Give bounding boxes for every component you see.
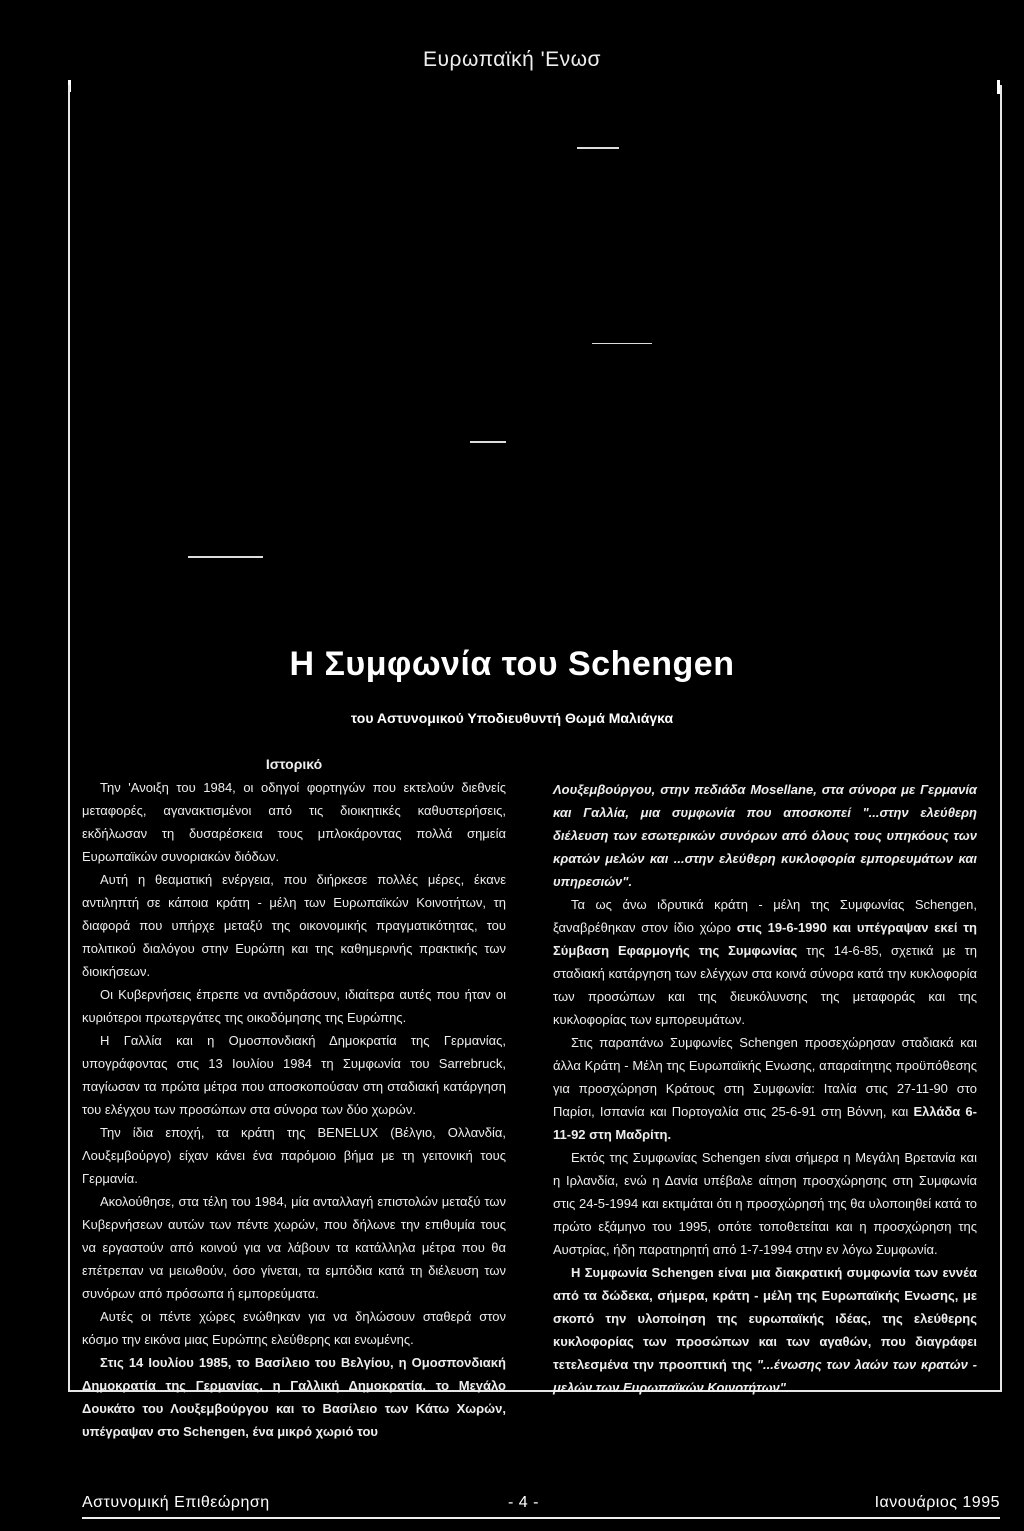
decorative-rule [592,343,652,344]
article-byline: του Αστυνομικού Υποδιευθυντή Θωμά Μαλιάγκα [350,710,674,726]
decorative-rule [577,147,619,149]
text-bold: Η Συμφωνία Schengen είναι μια διακρατική συμφωνία των εννέα από τα δώδεκα, σήμερα, κράτη - μέλη της Ευρωπαϊκής Ενωσης, με σκοπό την υλοποίηση της ευρωπαϊκής ιδέας, της ελεύθερης κυκλοφορίας των προσώπων και των αγαθών, που διαγράφει τετελεσμένα την προοπτική της [553,1265,977,1372]
right-column [553,778,977,1399]
paragraph: Αυτές οι πέντε χώρες ενώθηκαν για να δηλώσουν σταθερά στον κόσμο την εικόνα μιας Ευρώπης ελεύθερης και ενωμένης. [82,1309,506,1347]
footer-rule [82,1517,1000,1519]
paragraph: Οι Κυβερνήσεις έπρεπε να αντιδράσουν, ιδιαίτερα αυτές που ήταν οι κυριότεροι πρωτεργάτες της οικοδόμησης της Ευρώπης. [82,987,506,1025]
article-title: Η Συμφωνία του Schengen [289,645,735,683]
quote: "...ένωσης των λαών των κρατών - μελών των Ευρωπαϊκών Κοινοτήτων". [553,1357,977,1395]
paragraph: Ακολούθησε, στα τέλη του 1984, μία ανταλλαγή επιστολών μεταξύ των Κυβερνήσεων αυτών των πέντε χωρών, που δήλωνε την επιθυμία τους να εργαστούν από κοινού για να λάβουν τα κατάλληλα μέτρα που θα επέτρεπαν να μειωθούν, όσο γίνεται, τα εμπόδια κατά τη διέλευση των συνόρων από πρόσωπα ή εμπορεύματα. [82,1194,506,1301]
paragraph-bold: Στις 14 Ιουλίου 1985, το Βασίλειο του Βελγίου, η Ομοσπονδιακή Δημοκρατία της Γερμανίας, η Γαλλική Δημοκρατία, το Μεγάλο Δουκάτο του Λουξεμβούργου και το Βασίλειο των Κάτω Χωρών, υπέγραψαν στο Schengen, ένα μικρό χωριό του [82,1355,506,1439]
quote: "...στην ελεύθερη διέλευση των εσωτερικών συνόρων από όλους τους υπηκόους των κρατών μελών και ...στην ελεύθερη κυκλοφορία εμπορευμάτων και υπηρεσιών". [553,805,977,889]
text-bold: Ελλάδα 6-11-92 στη Μαδρίτη. [553,1104,977,1142]
footer-page-number: - 4 - [508,1494,539,1511]
paragraph: Αυτή η θεαματική ενέργεια, που διήρκεσε πολλές μέρες, έκανε αντιληπτή σε κάποια κράτη - μέλη των Ευρωπαϊκών Κοινοτήτων, τη διαφορά που υπήρχε μεταξύ της οικονομικής πραγματικότητας, του πολιτικού διαλόγου στην Ευρώπη και της καθημερινής πρακτικής των διοικήσεων. [82,872,506,979]
text: Στις παραπάνω Συμφωνίες Schengen προσεχώρησαν σταδιακά και άλλα Κράτη - Μέλη της Ευρωπαϊκής Ενωσης, απαραίτητης προϋπόθεσης για προσχώρηση Κράτους στη Συμφωνία: Ιταλία στις 27-11-90 στο Παρίσι, Ισπανία και Πορτογαλία στις 25-6-91 στη Βόννη, και [553,1035,977,1119]
text-bold: Λουξεμβούργου, στην πεδιάδα Mosellane, στα σύνορα με Γερμανία και Γαλλία, μια συμφωνία που αποσκοπεί [553,782,977,820]
paragraph: Την ίδια εποχή, τα κράτη της BENELUX (Βέλγιο, Ολλανδία, Λουξεμβούργο) είχαν κάνει ένα παρόμοιο βήμα με τη γειτονική τους Γερμανία. [82,1125,506,1186]
text: Τα ως άνω ιδρυτικά κράτη - μέλη της Συμφωνίας Schengen, ξαναβρέθηκαν στον ίδιο χώρο [553,897,977,935]
paragraph: Εκτός της Συμφωνίας Schengen είναι σήμερα η Μεγάλη Βρετανία και η Ιρλανδία, ενώ η Δανία υπέβαλε αίτηση προσχώρησης στη Συμφωνία στις 24-5-1994 και εκτιμάται ότι η προσχώρησή της θα υλοποιηθεί κατά το πρώτο εξάμηνο του 1995, οπότε τοποθετείται και η προσχώρηση της Αυστρίας, ήδη παρατηρητή από 1-7-1994 στην εν λόγω Συμφωνία. [553,1150,977,1257]
paragraph: Η Γαλλία και η Ομοσπονδιακή Δημοκρατία της Γερμανίας, υπογράφοντας στις 13 Ιουλίου 1984 τη Συμφωνία του Sarrebruck, παγίωσαν τα πρώτα μέτρα που αποσκοπούσαν στη σταδιακή κατάργηση του ελέγχου των προσώπων στα σύνορα των δύο χωρών. [82,1033,506,1117]
footer-publication: Αστυνομική Επιθεώρηση [82,1494,270,1511]
section-subhead: Ιστορικό [265,756,323,772]
decorative-rule [188,556,263,558]
paragraph [553,1261,977,1399]
footer-date: Ιανουάριος 1995 [874,1494,1000,1511]
section-title: Ευρωπαϊκή 'Ενωσ [423,48,601,71]
paragraph [553,893,977,1031]
left-column [82,754,506,1443]
decorative-rule [470,441,506,443]
text: της 14-6-85, σχετικά με τη σταδιακή κατάργηση των ελέγχων στα κοινά σύνορα κατά την κυκλοφορία των προσώπων και της διευκόλυνσης της μεταφοράς και της κυκλοφορίας των εμπορευμάτων. [553,943,977,1027]
paragraph: Την 'Ανοιξη του 1984, οι οδηγοί φορτηγών που εκτελούν διεθνείς μεταφορές, αγανακτισμένοι από τις διοικητικές καθυστερήσεις, εκδήλωσαν τη δυσαρέσκεια τους μπλοκάροντας πολλά σημεία Ευρωπαϊκών συνοριακών διόδων. [82,780,506,864]
paragraph [553,778,977,893]
text-bold: στις 19-6-1990 και υπέγραψαν εκεί τη Σύμβαση Εφαρμογής της Συμφωνίας [553,920,977,958]
paragraph [553,1031,977,1146]
